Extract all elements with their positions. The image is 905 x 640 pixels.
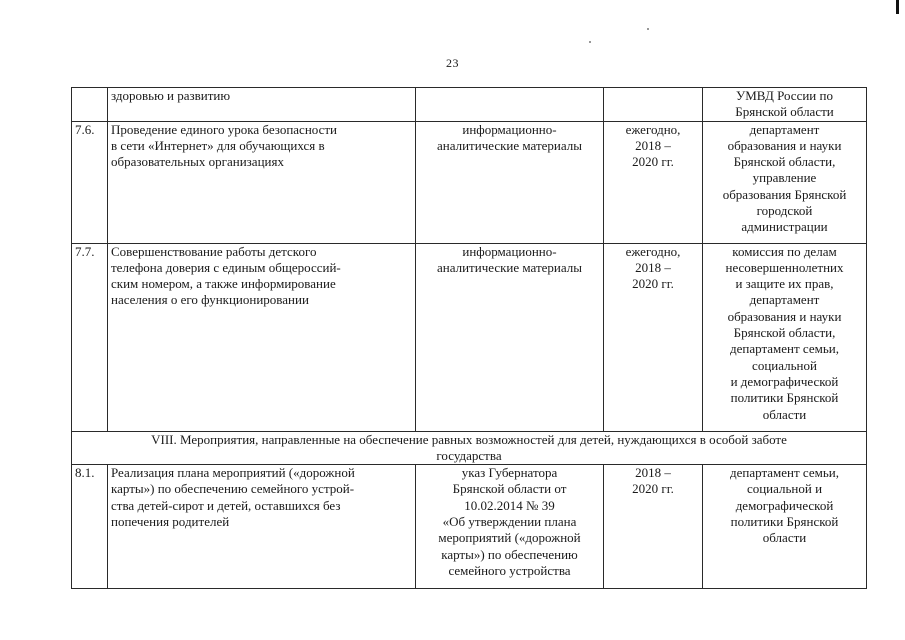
document-type: указ Губернатора Брянской области от 10.02.2014 № 39 «Об утверждении плана мероприятий («дорожной карты») по обеспечению семейного устройства xyxy=(416,465,604,589)
scan-speck xyxy=(647,28,649,30)
responsible: комиссия по делам несовершеннолетних и защите их прав, департамент образования и науки Брянской области, департамент семьи, социальной и демографической политики Брянской области xyxy=(703,243,867,431)
row-number xyxy=(72,88,108,122)
measures-table xyxy=(71,87,867,589)
scan-edge-mark xyxy=(896,0,899,14)
term: ежегодно, 2018 – 2020 гг. xyxy=(604,243,703,431)
measure-name: здоровью и развитию xyxy=(108,88,416,122)
section-heading: VIII. Мероприятия, направленные на обеспечение равных возможностей для детей, нуждающихся в особой заботе государства xyxy=(72,431,867,465)
term xyxy=(604,88,703,122)
responsible: департамент образования и науки Брянской области, управление образования Брянской городской администрации xyxy=(703,121,867,243)
measure-name: Реализация плана мероприятий («дорожной карты») по обеспечению семейного устрой- ства детей-сирот и детей, оставшихся без попечения родителей xyxy=(108,465,416,589)
measure-name: Проведение единого урока безопасности в сети «Интернет» для обучающихся в образовательных организациях xyxy=(108,121,416,243)
row-number: 7.6. xyxy=(72,121,108,243)
table-row xyxy=(72,88,867,122)
section-row xyxy=(72,431,867,465)
table-row xyxy=(72,465,867,589)
measure-name: Совершенствование работы детского телефона доверия с единым общероссий- ским номером, а также информирование населения о его функционировании xyxy=(108,243,416,431)
responsible: УМВД России по Брянской области xyxy=(703,88,867,122)
page-number: 23 xyxy=(446,56,459,70)
document-type xyxy=(416,88,604,122)
row-number: 7.7. xyxy=(72,243,108,431)
document-type: информационно- аналитические материалы xyxy=(416,243,604,431)
row-number: 8.1. xyxy=(72,465,108,589)
table-row xyxy=(72,243,867,431)
term: ежегодно, 2018 – 2020 гг. xyxy=(604,121,703,243)
scan-speck xyxy=(589,41,591,43)
term: 2018 – 2020 гг. xyxy=(604,465,703,589)
table-row xyxy=(72,121,867,243)
document-type: информационно- аналитические материалы xyxy=(416,121,604,243)
responsible: департамент семьи, социальной и демографической политики Брянской области xyxy=(703,465,867,589)
